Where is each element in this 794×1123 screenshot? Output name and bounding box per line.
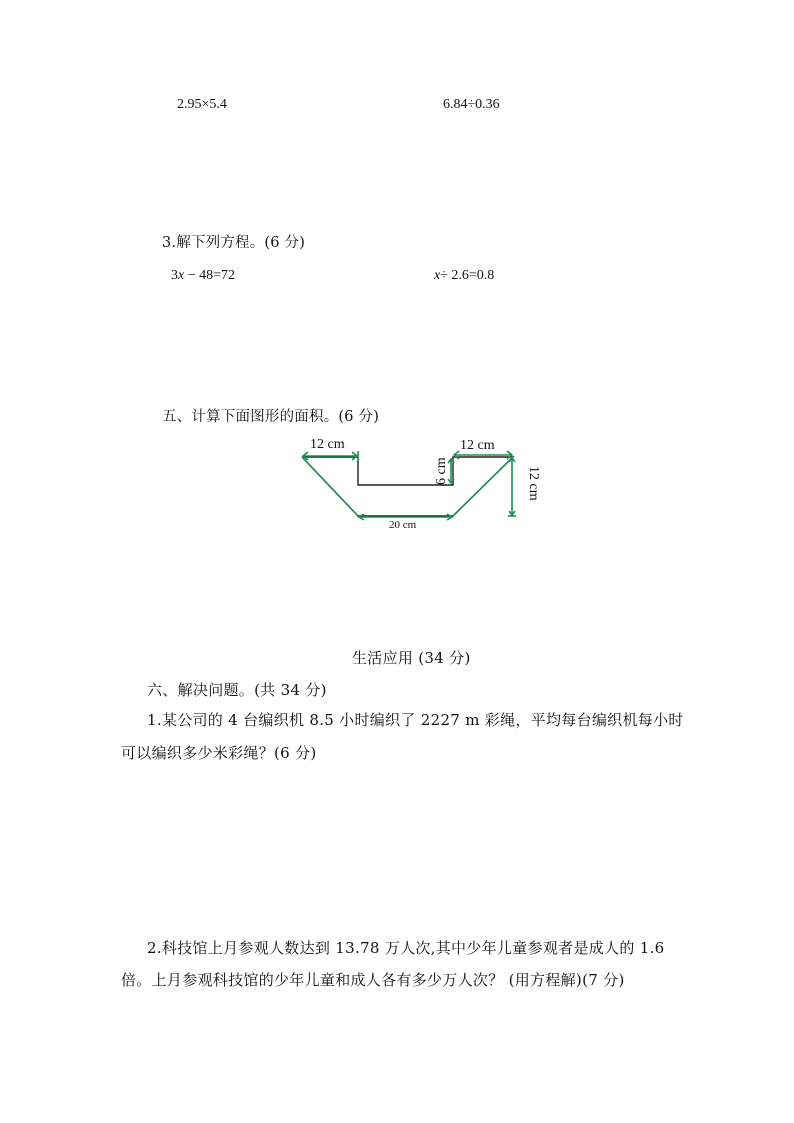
question-2-line-1: 2.科技馆上月参观人数达到 13.78 万人次,其中少年儿童参观者是成人的 1.6 [147,939,665,957]
equations-heading: 3.解下列方程。(6 分) [162,235,306,251]
right-slant-edge [453,457,513,516]
calc-expression-1: 2.95×5.4 [177,97,227,112]
equation-1-rest: − 48=72 [184,268,236,283]
composite-figure [290,432,540,532]
left-slant-edge [302,457,358,516]
question-2-line-2: 倍。上月参观科技馆的少年儿童和成人各有多少万人次？ (用方程解)(7 分) [121,971,625,989]
label-total-height: 12 cm [526,466,541,501]
equation-2-rest: ÷ 2.6=0.8 [440,268,495,283]
question-1-line-1: 1.某公司的 4 台编织机 8.5 小时编织了 2227 m 彩绳，平均每台编织机每小时 [147,711,684,729]
equation-1 [171,269,235,283]
figure-outline [302,457,513,516]
label-bottom: 20 cm [389,519,417,531]
application-section-title: 生活应用 (34 分) [352,649,471,667]
equation-1-var: x [178,268,185,283]
label-top-left: 12 cm [310,437,345,452]
equation-2 [434,269,494,283]
label-step-height: 6 cm [434,457,449,485]
equation-2-var: x [434,268,441,283]
equation-1-coef: 3 [171,268,178,283]
area-heading: 五、计算下面图形的面积。(6 分) [162,409,380,425]
label-top-right: 12 cm [460,438,495,453]
solve-problems-heading: 六、解决问题。(共 34 分) [147,681,327,699]
question-1-line-2: 可以编织多少米彩绳？(6 分) [121,744,317,762]
calc-expression-2: 6.84÷0.36 [443,97,500,112]
